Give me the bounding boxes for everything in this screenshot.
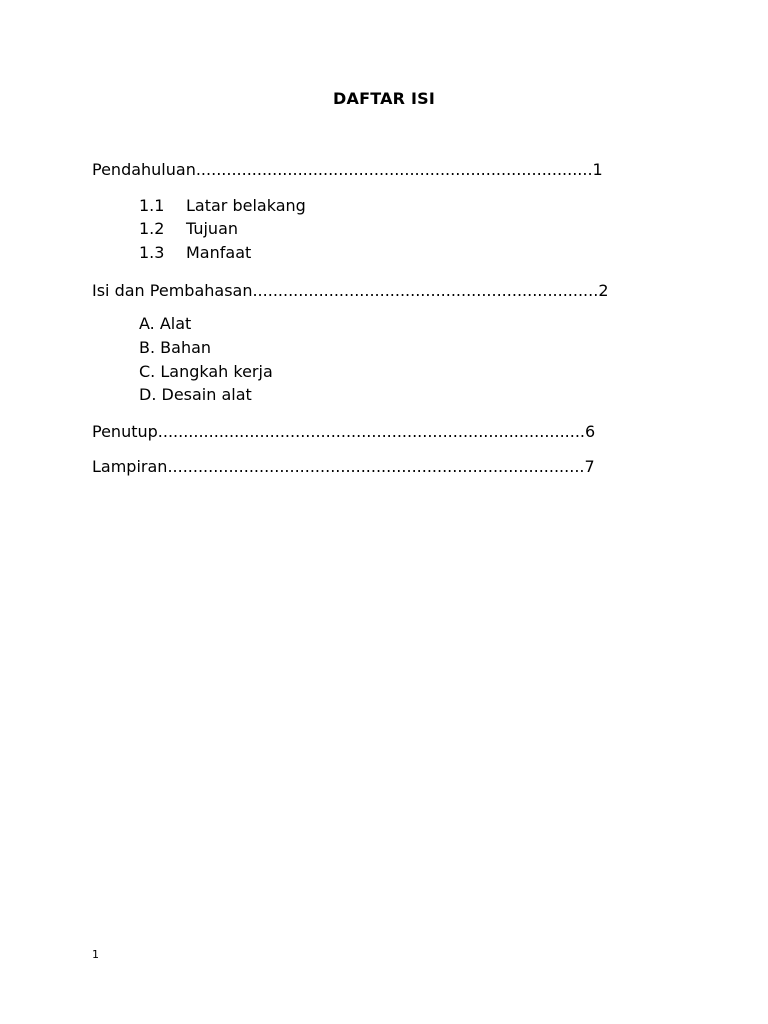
toc-subitem-text: Alat <box>159 314 192 333</box>
toc-entry-lampiran <box>92 456 595 478</box>
toc-subitem-number: 1.1 <box>139 196 165 215</box>
toc-subitem-text: Langkah kerja <box>160 362 273 381</box>
toc-subitem <box>139 361 273 383</box>
toc-page-number: 2 <box>598 281 609 300</box>
toc-leader-dots: .................................................................................... <box>157 422 585 441</box>
toc-subitem <box>139 337 211 359</box>
toc-leader-dots: .................................................................... <box>252 281 599 300</box>
toc-entry-pendahuluan <box>92 159 603 181</box>
toc-subitem-text: Manfaat <box>186 243 252 262</box>
toc-subitem-letter: A. <box>139 314 155 333</box>
toc-entry-label: Lampiran <box>92 457 168 476</box>
toc-subitem-letter: D. <box>139 385 157 404</box>
toc-entry-isi-dan-pembahasan <box>92 280 609 302</box>
toc-subitem-letter: C. <box>139 362 156 381</box>
toc-subitem-text: Tujuan <box>186 219 239 238</box>
toc-subitem <box>139 313 191 335</box>
toc-subitem <box>139 384 252 406</box>
toc-subitem-text: Bahan <box>160 338 212 357</box>
toc-entry-label: Isi dan Pembahasan <box>92 281 253 300</box>
toc-entry-label: Penutup <box>92 422 158 441</box>
toc-subitem-number: 1.3 <box>139 243 165 262</box>
toc-subitem-number: 1.2 <box>139 219 165 238</box>
toc-leader-dots: .................................................................................. <box>167 457 585 476</box>
toc-entry-label: Pendahuluan <box>92 160 196 179</box>
toc-page-number: 1 <box>592 160 603 179</box>
toc-subitem-text: Desain alat <box>161 385 252 404</box>
toc-subitem-text: Latar belakang <box>186 196 306 215</box>
page-title: DAFTAR ISI <box>333 89 435 108</box>
toc-entry-penutup <box>92 421 595 443</box>
toc-subitem-letter: B. <box>139 338 156 357</box>
toc-page-number: 6 <box>585 422 596 441</box>
toc-leader-dots: .............................................................................. <box>195 160 593 179</box>
toc-page-number: 7 <box>584 457 595 476</box>
footer-page-number: 1 <box>92 948 99 961</box>
